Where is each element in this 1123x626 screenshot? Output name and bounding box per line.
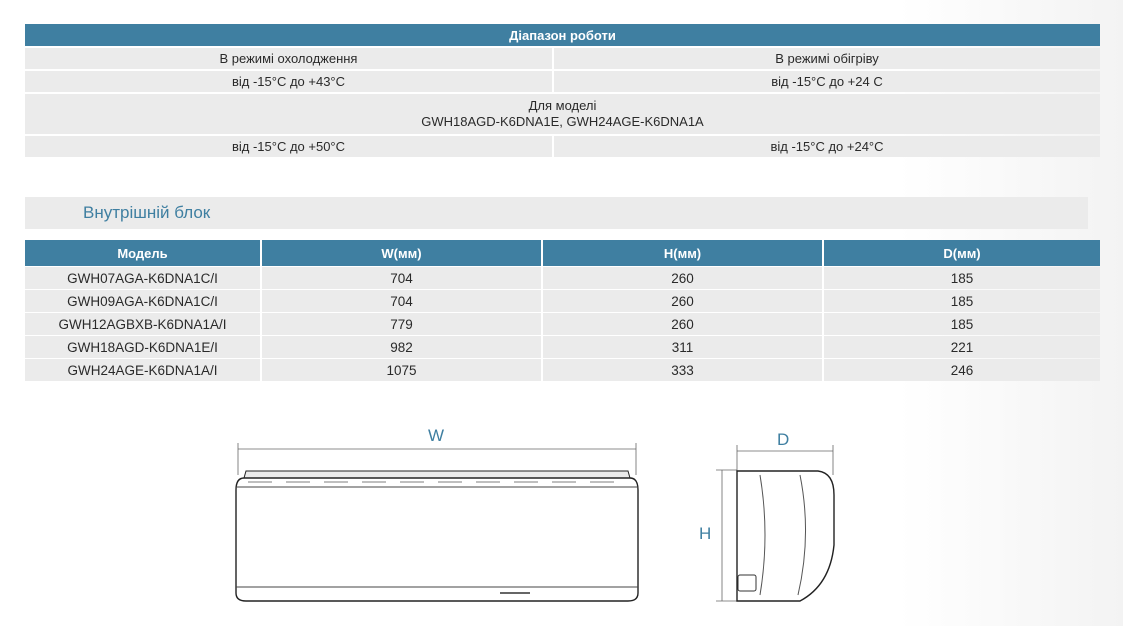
model-heating-range-value: від -15°C до +24°C [554,136,1100,157]
table-row [25,267,1100,289]
cell-height: 311 [543,336,824,358]
indoor-unit-section-header [25,197,1088,229]
cell-height: 333 [543,359,824,381]
operating-range-title: Діапазон роботи [25,24,1100,46]
cell-depth: 185 [824,313,1100,335]
model-note-line2: GWH18AGD-K6DNA1E, GWH24AGE-K6DNA1A [421,114,704,129]
table-row [25,313,1100,335]
cell-model: GWH07AGA-K6DNA1C/I [25,267,262,289]
indoor-unit-drawing [0,415,1123,620]
cell-width: 704 [262,267,543,289]
column-header-height: H(мм) [543,240,824,266]
table-header-row [25,240,1100,266]
operating-range-table [25,22,1100,159]
heating-mode-label: В режимі обігріву [554,48,1100,69]
column-header-width: W(мм) [262,240,543,266]
cell-height: 260 [543,290,824,312]
cell-depth: 221 [824,336,1100,358]
heating-range-value: від -15°C до +24 С [554,71,1100,92]
cell-depth: 185 [824,290,1100,312]
table-row [25,290,1100,312]
indoor-unit-table [25,239,1100,382]
unit-front-body [236,478,638,601]
model-cooling-range-value: від -15°C до +50°C [25,136,554,157]
width-label: W [428,426,445,445]
column-header-depth: D(мм) [824,240,1100,266]
depth-label: D [777,430,790,449]
cell-model: GWH12AGBXB-K6DNA1A/I [25,313,262,335]
cooling-range-value: від -15°C до +43°C [25,71,554,92]
cell-width: 779 [262,313,543,335]
cell-model: GWH24AGE-K6DNA1A/I [25,359,262,381]
height-label: H [699,524,712,543]
cell-depth: 185 [824,267,1100,289]
cell-model: GWH09AGA-K6DNA1C/I [25,290,262,312]
side-view [716,445,834,601]
model-note [25,94,1100,134]
cell-depth: 246 [824,359,1100,381]
cell-width: 1075 [262,359,543,381]
cell-model: GWH18AGD-K6DNA1E/I [25,336,262,358]
table-row [25,336,1100,358]
cell-width: 704 [262,290,543,312]
front-view [236,443,638,601]
model-note-line1: Для моделі [528,98,597,113]
unit-side-body [737,471,834,601]
indoor-unit-section-title: Внутрішній блок [83,203,211,222]
column-header-model: Модель [25,240,262,266]
table-row [25,359,1100,381]
cooling-mode-label: В режимі охолодження [25,48,554,69]
cell-height: 260 [543,267,824,289]
cell-height: 260 [543,313,824,335]
cell-width: 982 [262,336,543,358]
